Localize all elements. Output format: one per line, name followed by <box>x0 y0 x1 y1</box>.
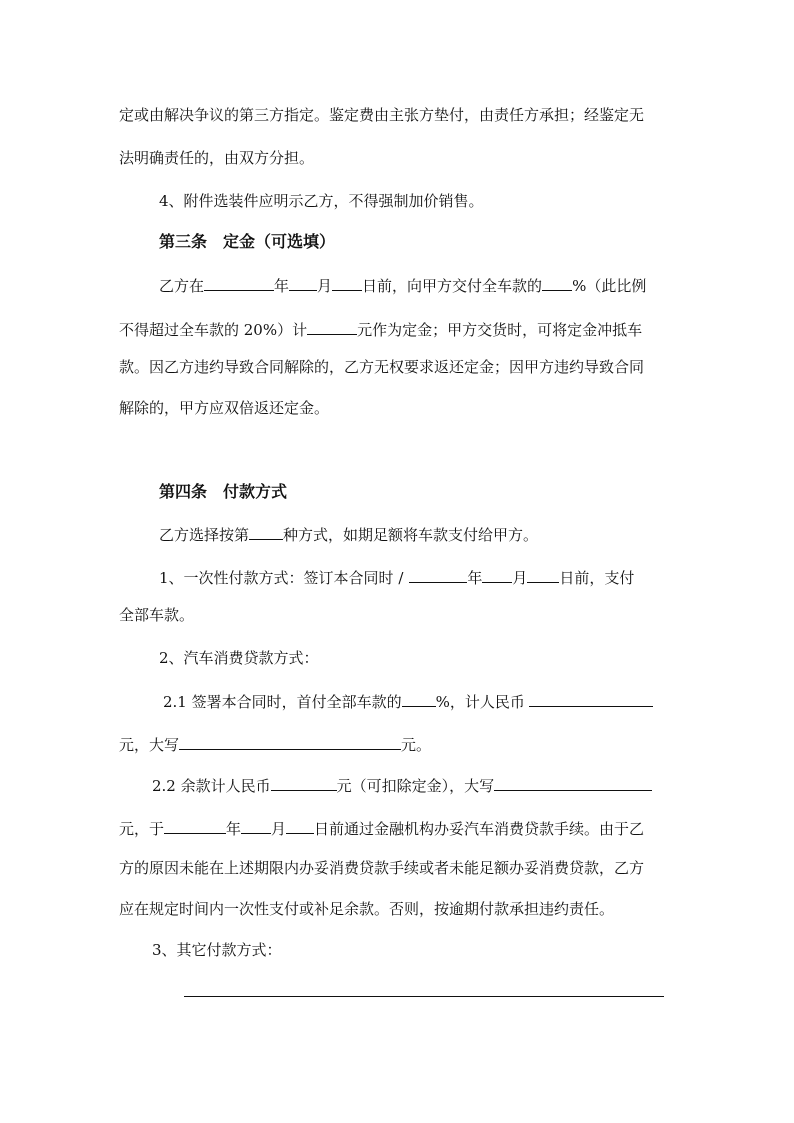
blank-month-field[interactable] <box>289 274 317 291</box>
blank-year-field[interactable] <box>164 817 226 834</box>
paragraph-line: 定或由解决争议的第三方指定。鉴定费由主张方垫付，由责任方承担；经鉴定无 <box>119 106 645 124</box>
blank-day-field[interactable] <box>332 274 362 291</box>
article-3-line: 乙方在 年 月 日前，向甲方交付全车款的 %（此比例 <box>159 274 646 296</box>
payment-option-2-1: 2.1 签署本合同时，首付全部车款的 %，计人民币 <box>163 690 653 712</box>
article-3-line: 不得超过全车款的 20%）计 元作为定金；甲方交货时，可将定金冲抵车 <box>119 318 642 340</box>
blank-day-field[interactable] <box>527 566 559 583</box>
blank-method-number-field[interactable] <box>249 523 283 540</box>
blank-amount-in-words-field[interactable] <box>179 733 401 750</box>
blank-rmb-amount-field[interactable] <box>529 690 653 707</box>
article-4-heading: 第四条 付款方式 <box>159 482 288 501</box>
article-3-line: 解除的，甲方应双倍返还定金。 <box>119 399 330 417</box>
blank-year-field[interactable] <box>409 566 467 583</box>
blank-day-field[interactable] <box>286 817 314 834</box>
blank-balance-in-words-field[interactable] <box>494 774 652 791</box>
paragraph-line: 法明确责任的，由双方分担。 <box>119 149 315 167</box>
blank-balance-amount-field[interactable] <box>271 774 337 791</box>
payment-option-2-2: 方的原因未能在上述期限内办妥消费贷款手续或者未能足额办妥消费贷款，乙方 <box>119 859 645 877</box>
blank-month-field[interactable] <box>482 566 512 583</box>
blank-down-payment-percent-field[interactable] <box>402 690 436 707</box>
article-3-heading: 第三条 定金（可选填） <box>159 232 336 251</box>
payment-option-2: 2、汽车消费贷款方式： <box>159 649 319 667</box>
clause-item-4: 4、附件选装件应明示乙方，不得强制加价销售。 <box>159 192 484 210</box>
blank-deposit-amount-field[interactable] <box>307 318 357 335</box>
payment-option-2-1: 元，大写 元。 <box>119 733 431 755</box>
blank-other-payment-field[interactable] <box>184 996 664 997</box>
payment-choice-line: 乙方选择按第 种方式，如期足额将车款支付给甲方。 <box>159 523 538 545</box>
blank-month-field[interactable] <box>241 817 271 834</box>
payment-option-3: 3、其它付款方式： <box>152 941 282 959</box>
payment-option-2-2: 元，于 年 月 日前通过金融机构办妥汽车消费贷款手续。由于乙 <box>119 817 644 839</box>
blank-year-field[interactable] <box>204 274 274 291</box>
payment-option-1: 全部车款。 <box>119 606 195 624</box>
payment-option-2-2: 应在规定时间内一次性支付或补足余款。否则，按逾期付款承担违约责任。 <box>119 900 615 918</box>
payment-option-1: 1、一次性付款方式：签订本合同时 / 年 月 日前，支付 <box>159 566 634 588</box>
payment-option-2-2: 2.2 余款计人民币 元（可扣除定金），大写 <box>152 774 652 796</box>
blank-percent-field[interactable] <box>542 274 572 291</box>
article-3-line: 款。因乙方违约导致合同解除的，乙方无权要求返还定金；因甲方违约导致合同 <box>119 358 645 376</box>
